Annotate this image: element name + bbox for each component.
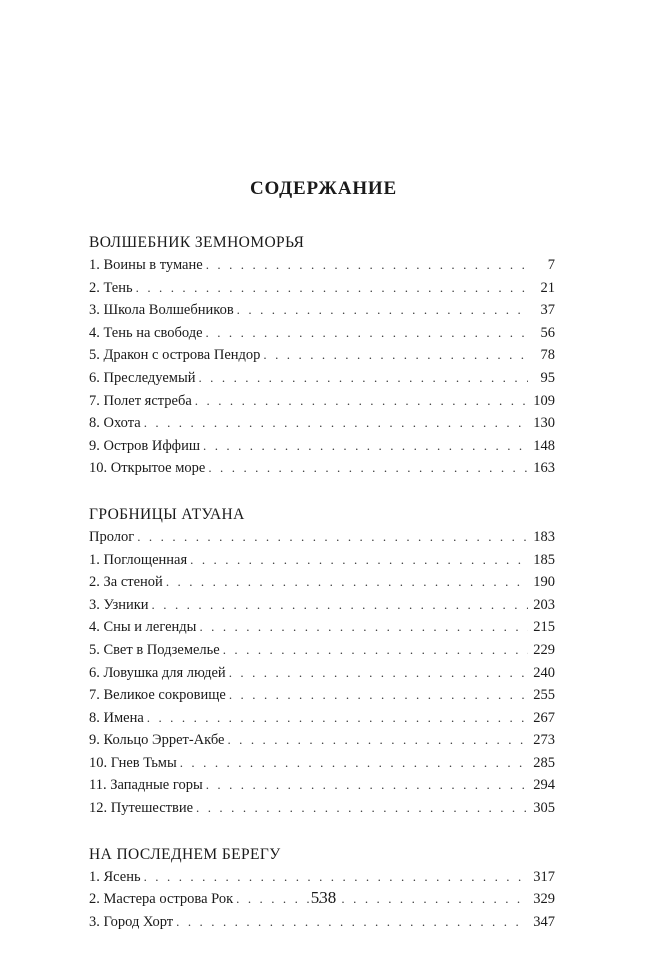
- entry-page-number: 109: [533, 392, 555, 409]
- entry-label: 1. Воины в тумане: [89, 257, 203, 273]
- entry-page-number: 273: [533, 732, 555, 749]
- dot-leader: [206, 254, 528, 277]
- toc-entry[interactable]: [89, 549, 555, 572]
- entry-label: 1. Поглощенная: [89, 551, 188, 568]
- entry-page-number: 56: [540, 324, 555, 341]
- entry-label: 3. Узники: [89, 596, 149, 613]
- dot-leader: [136, 277, 528, 300]
- entry-label: 10. Гнев Тьмы: [89, 754, 177, 771]
- entry-page-number: 163: [533, 460, 555, 477]
- entry-page-number: 347: [533, 913, 555, 930]
- entry-label: 11. Западные горы: [89, 777, 203, 794]
- entry-page-number: 185: [533, 551, 555, 568]
- toc-entry[interactable]: [89, 797, 555, 820]
- entry-label: 12. Путешествие: [89, 800, 194, 817]
- entry-label: Пролог: [89, 528, 135, 545]
- dot-leader: [237, 299, 528, 322]
- dot-leader: [223, 639, 528, 662]
- dot-leader: [180, 752, 528, 775]
- entry-page-number: 203: [533, 596, 555, 613]
- toc-entry[interactable]: [89, 911, 555, 934]
- entry-page-number: 255: [533, 687, 555, 704]
- entry-label: 6. Преследуемый: [89, 369, 196, 386]
- toc-entry[interactable]: [89, 639, 555, 662]
- entry-page-number: 317: [533, 868, 555, 885]
- dot-leader: [144, 412, 528, 435]
- toc-entry[interactable]: [89, 684, 555, 707]
- dot-leader: [206, 322, 528, 345]
- toc-entry[interactable]: [89, 662, 555, 685]
- toc-section-wizard-of-earthsea: [89, 232, 555, 480]
- entry-page-number: 215: [533, 619, 555, 636]
- toc-entry[interactable]: [89, 774, 555, 797]
- entry-page-number: 78: [540, 347, 555, 364]
- dot-leader: [198, 367, 528, 390]
- entry-label: 5. Свет в Подземелье: [89, 641, 220, 658]
- entry-page-number: 95: [540, 369, 555, 386]
- dot-leader: [263, 344, 528, 367]
- toc-entry[interactable]: [89, 729, 555, 752]
- entry-page-number: 130: [533, 415, 555, 432]
- dot-leader: [227, 729, 528, 752]
- toc-entry[interactable]: [89, 254, 555, 277]
- toc-entry[interactable]: [89, 616, 555, 639]
- entry-page-number: 294: [533, 777, 555, 794]
- toc-entry[interactable]: [89, 435, 555, 458]
- entry-label: 8. Имена: [89, 709, 144, 726]
- entry-label: 6. Ловушка для людей: [89, 664, 226, 681]
- entry-page-number: 229: [533, 641, 555, 658]
- dot-leader: [147, 707, 528, 730]
- entry-label: 8. Охота: [89, 415, 141, 432]
- entry-page-number: 305: [533, 800, 555, 817]
- toc-entry[interactable]: [89, 344, 555, 367]
- page-number: 538: [310, 888, 337, 907]
- dot-leader: [206, 774, 528, 797]
- dot-leader: [195, 390, 528, 413]
- toc-entry[interactable]: [89, 277, 555, 300]
- entry-page-number: 21: [540, 279, 555, 296]
- entry-page-number: 329: [533, 891, 555, 908]
- toc-entry[interactable]: [89, 367, 555, 390]
- toc-section-tombs-of-atuan: [89, 504, 555, 820]
- page-title: СОДЕРЖАНИЕ: [250, 178, 397, 199]
- entry-label: 2. Мастера острова Рок: [89, 891, 234, 908]
- dot-leader: [152, 594, 528, 617]
- entry-label: 9. Остров Иффиш: [89, 437, 200, 454]
- entry-page-number: 37: [540, 302, 555, 319]
- entry-label: 4. Сны и легенды: [89, 619, 197, 636]
- dot-leader: [199, 616, 528, 639]
- entry-label: 4. Тень на свободе: [89, 324, 203, 341]
- toc-entry[interactable]: [89, 526, 555, 549]
- entry-label: 7. Великое сокровище: [89, 687, 226, 704]
- entry-page-number: 240: [533, 664, 555, 681]
- dot-leader: [208, 457, 528, 480]
- toc-entry[interactable]: [89, 707, 555, 730]
- entry-page-number: 285: [533, 754, 555, 771]
- toc-entry[interactable]: [89, 299, 555, 322]
- entry-label: 3. Школа Волшебников: [89, 302, 234, 319]
- entry-label: 1. Ясень: [89, 868, 141, 885]
- dot-leader: [229, 662, 528, 685]
- toc-entry[interactable]: [89, 390, 555, 413]
- entry-label: 7. Полет ястреба: [89, 392, 192, 409]
- section-title: ВОЛШЕБНИК ЗЕМНОМОРЬЯ: [89, 234, 305, 251]
- dot-leader: [229, 684, 528, 707]
- section-title: НА ПОСЛЕДНЕМ БЕРЕГУ: [89, 845, 281, 863]
- entry-page-number: 183: [533, 528, 555, 545]
- toc-entry[interactable]: [89, 412, 555, 435]
- toc-entry[interactable]: [89, 457, 555, 480]
- entry-label: 10. Открытое море: [89, 460, 206, 477]
- toc-entry[interactable]: [89, 866, 555, 889]
- dot-leader: [203, 435, 528, 458]
- entry-page-number: 7: [547, 257, 555, 273]
- entry-page-number: 148: [533, 437, 555, 454]
- dot-leader: [144, 866, 528, 889]
- dot-leader: [137, 526, 528, 549]
- entry-label: 2. За стеной: [89, 574, 163, 591]
- dot-leader: [196, 797, 528, 820]
- entry-label: 2. Тень: [89, 279, 133, 296]
- entry-label: 5. Дракон с острова Пендор: [89, 347, 261, 364]
- toc-entry[interactable]: [89, 752, 555, 775]
- table-of-contents: [89, 232, 555, 957]
- toc-entry[interactable]: [89, 571, 555, 594]
- entry-label: 9. Кольцо Эррет-Акбе: [89, 732, 225, 749]
- entry-page-number: 267: [533, 709, 555, 726]
- entry-label: 3. Город Хорт: [89, 913, 174, 930]
- entry-page-number: 190: [533, 574, 555, 591]
- dot-leader: [166, 571, 528, 594]
- toc-entry[interactable]: [89, 322, 555, 345]
- dot-leader: [190, 549, 528, 572]
- section-title: ГРОБНИЦЫ АТУАНА: [89, 505, 245, 523]
- dot-leader: [176, 911, 528, 934]
- toc-entry[interactable]: [89, 594, 555, 617]
